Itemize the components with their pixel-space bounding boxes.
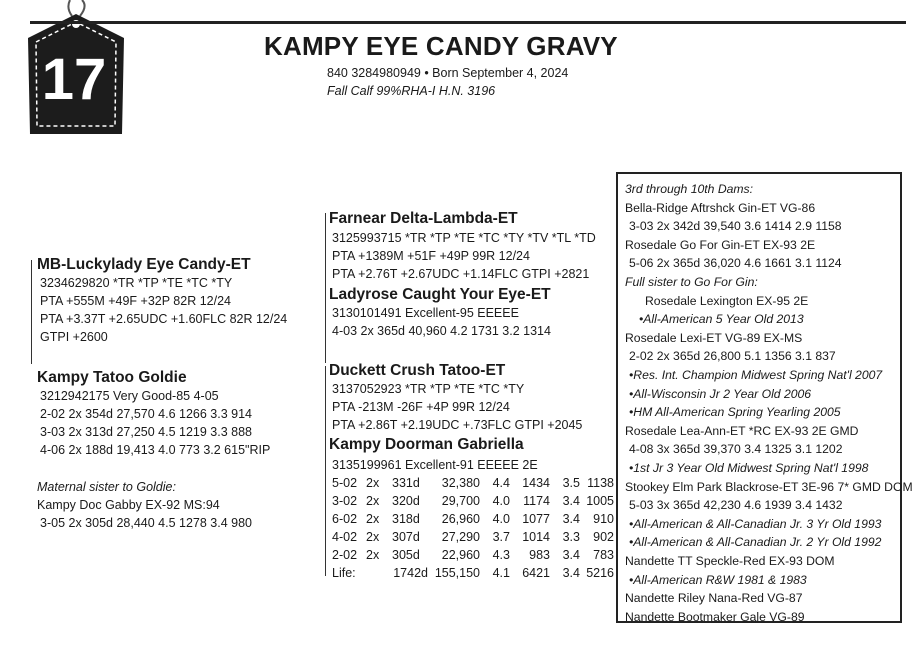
- record-cell: 3.4: [562, 512, 580, 526]
- dam-name: Kampy Tatoo Goldie: [37, 369, 187, 386]
- dams-box-line: •All-Wisconsin Jr 2 Year Old 2006: [629, 386, 812, 401]
- sire-line: GTPI +2600: [40, 330, 108, 344]
- record-cell: 983: [529, 548, 550, 562]
- dam-record: 4-06 2x 188d 19,413 4.0 773 3.2 615"RIP: [40, 443, 271, 457]
- record-cell: 1138: [587, 476, 614, 490]
- dam-dam-records: [332, 474, 614, 582]
- dam-record: 2-02 2x 354d 27,570 4.6 1266 3.3 914: [40, 407, 252, 421]
- record-cell: 3.7: [492, 530, 510, 544]
- record-cell: 3-02: [332, 494, 358, 508]
- record-cell: 4.3: [492, 548, 510, 562]
- dams-box-line: •HM All-American Spring Yearling 2005: [629, 405, 841, 420]
- record-cell: 4.0: [492, 494, 510, 508]
- record-cell: 2x: [366, 530, 380, 544]
- sire-sire-line: PTA +2.76T +2.67UDC +1.14FLC GTPI +2821: [332, 267, 590, 281]
- lactation-record: [332, 474, 614, 492]
- dams-box-line: •All-American & All-Canadian Jr. 3 Yr Old 1993: [629, 516, 882, 531]
- dams-box-line: Nandette Bootmaker Gale VG-89: [625, 609, 805, 624]
- ancestor-dams-box: [616, 172, 913, 624]
- sire-name: MB-Luckylady Eye Candy-ET: [37, 256, 251, 273]
- dams-box-line: •All-American 5 Year Old 2013: [639, 312, 804, 327]
- record-cell: 3.5: [562, 476, 580, 490]
- record-cell: 4.1: [492, 566, 510, 580]
- record-cell: 6-02: [332, 512, 358, 526]
- lifetime-record: [332, 564, 614, 582]
- record-cell: 5-02: [332, 476, 358, 490]
- maternal-sister-label: Maternal sister to Goldie:: [37, 480, 176, 494]
- dams-box-line: Nandette TT Speckle-Red EX-93 DOM: [625, 554, 835, 568]
- record-cell: 331d: [392, 476, 420, 490]
- record-cell: 3.4: [562, 566, 580, 580]
- calf-class-line: Fall Calf 99%RHA-I H.N. 3196: [327, 84, 496, 98]
- record-cell: 318d: [392, 512, 420, 526]
- record-cell: 320d: [392, 494, 420, 508]
- record-cell: 4.0: [492, 512, 510, 526]
- dams-box-line: Rosedale Lexi-ET VG-89 EX-MS: [625, 330, 803, 345]
- dams-box-line: 3-03 2x 342d 39,540 3.6 1414 2.9 1158: [629, 219, 842, 234]
- sire-sire-line: 3125993715 *TR *TP *TE *TC *TY *TV *TL *TD: [332, 231, 596, 245]
- record-cell: 1014: [522, 530, 550, 544]
- dam-sire-bracket: [325, 366, 326, 576]
- maternal-sister-record: 3-05 2x 305d 28,440 4.5 1278 3.4 980: [40, 516, 252, 530]
- record-cell: 27,290: [441, 530, 480, 544]
- sire-dam-details: [332, 304, 551, 340]
- sire-dam-record: 4-03 2x 365d 40,960 4.2 1731 3.2 1314: [332, 324, 551, 338]
- sire-sire-details: [332, 229, 596, 283]
- dams-box-line: Full sister to Go For Gin:: [625, 275, 758, 289]
- record-cell: 305d: [392, 548, 420, 562]
- record-cell: 4.4: [492, 476, 510, 490]
- animal-title: KAMPY EYE CANDY GRAVY: [264, 31, 618, 61]
- dams-box-line: 5-06 2x 365d 36,020 4.6 1661 3.1 1124: [629, 256, 842, 271]
- record-cell: 1174: [523, 494, 550, 508]
- maternal-sister-name: Kampy Doc Gabby EX-92 MS:94: [37, 498, 220, 512]
- maternal-sister: [37, 478, 252, 532]
- lactation-record: [332, 510, 614, 528]
- record-cell: 902: [593, 530, 614, 544]
- record-cell: 1005: [586, 494, 614, 508]
- dam-dam-id-line: 3135199961 Excellent-91 EEEEE 2E: [332, 458, 538, 472]
- record-cell: 1742d: [393, 566, 428, 580]
- dams-box-line: Stookey Elm Park Blackrose-ET 3E-96 7* GMD DOM: [625, 479, 913, 494]
- dams-box-line: Bella-Ridge Aftrshck Gin-ET VG-86: [625, 200, 816, 215]
- record-cell: 2-02: [332, 548, 358, 562]
- dam-dam-name: Kampy Doorman Gabriella: [329, 436, 524, 453]
- record-cell: 29,700: [441, 494, 480, 508]
- sire-sire-line: PTA +1389M +51F +49P 99R 12/24: [332, 249, 530, 263]
- sire-sire-name: Farnear Delta-Lambda-ET: [329, 210, 518, 227]
- dam-sire-line: PTA +2.86T +2.19UDC +.73FLC GTPI +2045: [332, 418, 583, 432]
- sire-dam-name: Ladyrose Caught Your Eye-ET: [329, 286, 551, 303]
- record-cell: 32,380: [441, 476, 480, 490]
- sire-line: PTA +555M +49F +32P 82R 12/24: [40, 294, 231, 308]
- dam-sire-name: Duckett Crush Tatoo-ET: [329, 362, 506, 379]
- dams-box-line: •All-American R&W 1981 & 1983: [629, 572, 807, 587]
- record-cell: 6421: [522, 566, 550, 580]
- record-cell: 22,960: [441, 548, 480, 562]
- lactation-record: [332, 546, 614, 564]
- dam-sire-line: PTA -213M -26F +4P 99R 12/24: [332, 400, 510, 414]
- dams-box-line: 4-08 3x 365d 39,370 3.4 1325 3.1 1202: [629, 442, 843, 457]
- record-cell: 2x: [366, 494, 380, 508]
- dam-line: 3212942175 Very Good-85 4-05: [40, 389, 219, 403]
- lot-number: 17: [41, 47, 107, 112]
- dams-box-line: 5-03 3x 365d 42,230 4.6 1939 3.4 1432: [629, 498, 843, 513]
- dam-details: [40, 387, 270, 459]
- lactation-record: [332, 528, 614, 546]
- dams-box-line: Rosedale Go For Gin-ET EX-93 2E: [625, 237, 816, 252]
- record-cell: 307d: [392, 530, 420, 544]
- record-cell: 3.4: [562, 548, 580, 562]
- sire-line: PTA +3.37T +2.65UDC +1.60FLC 82R 12/24: [40, 312, 288, 326]
- record-cell: 3.3: [562, 530, 580, 544]
- sire-bracket: [31, 260, 32, 364]
- record-cell: 26,960: [441, 512, 480, 526]
- dams-box-line: •Res. Int. Champion Midwest Spring Nat'l 2007: [629, 368, 883, 382]
- record-cell: 155,150: [434, 566, 480, 580]
- dam-sire-line: 3137052923 *TR *TP *TE *TC *TY: [332, 382, 525, 396]
- record-cell: 2x: [366, 512, 380, 526]
- dams-box-line: Rosedale Lea-Ann-ET *RC EX-93 2E GMD: [625, 423, 859, 438]
- record-cell: 3.4: [562, 494, 580, 508]
- record-cell: Life:: [332, 566, 356, 580]
- dams-box-header: 3rd through 10th Dams:: [625, 182, 754, 196]
- record-cell: 2x: [366, 548, 380, 562]
- record-cell: 1077: [522, 512, 550, 526]
- top-rule: [30, 21, 906, 24]
- dams-box-line: •All-American & All-Canadian Jr. 2 Yr Old 1992: [629, 535, 882, 550]
- sire-dam-line: 3130101491 Excellent-95 EEEEE: [332, 306, 519, 320]
- record-cell: 910: [593, 512, 614, 526]
- record-cell: 5216: [586, 566, 614, 580]
- sire-sire-bracket: [325, 213, 326, 363]
- dam-record: 3-03 2x 313d 27,250 4.5 1219 3.3 888: [40, 425, 252, 439]
- record-cell: 2x: [366, 476, 380, 490]
- dams-box-line: 2-02 2x 365d 26,800 5.1 1356 3.1 837: [629, 349, 836, 364]
- record-cell: 1434: [522, 476, 550, 490]
- record-cell: 4-02: [332, 530, 358, 544]
- registration-birth-line: 840 3284980949 • Born September 4, 2024: [327, 66, 569, 80]
- dams-box-line: •1st Jr 3 Year Old Midwest Spring Nat'l 1998: [629, 461, 869, 475]
- dam-sire-details: [332, 380, 582, 434]
- dams-box-line: Nandette Riley Nana-Red VG-87: [625, 591, 803, 606]
- record-cell: 783: [593, 548, 614, 562]
- sire-details: [40, 274, 287, 346]
- lactation-record: [332, 492, 614, 510]
- sire-line: 3234629820 *TR *TP *TE *TC *TY: [40, 276, 233, 290]
- dams-box-line: Rosedale Lexington EX-95 2E: [645, 293, 809, 308]
